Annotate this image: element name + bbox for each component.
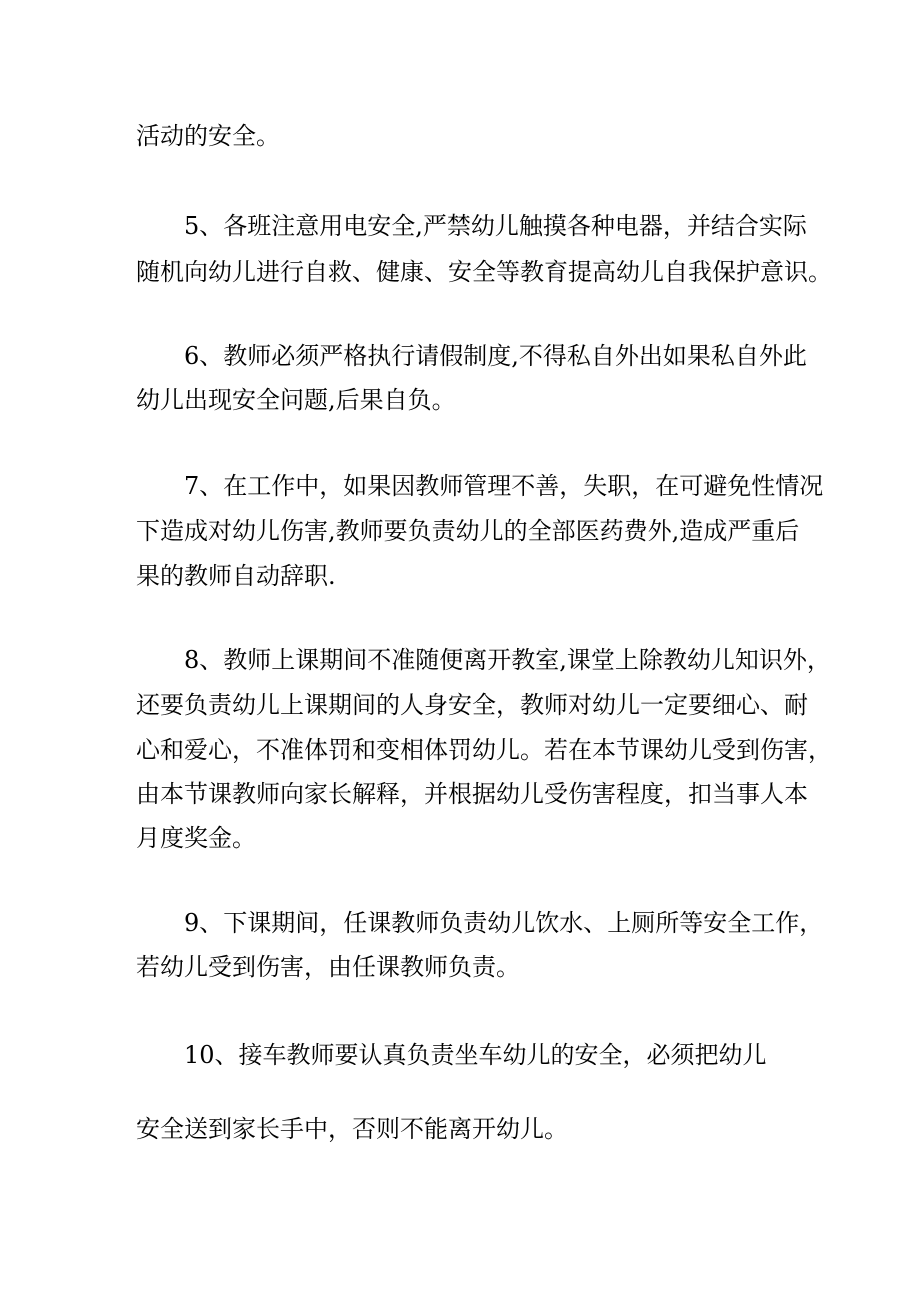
item-7-line-3: 果的教师自动辞职. (136, 562, 336, 590)
item-6-line-1: 6、教师必须严格执行请假制度,不得私自外出如果私自外此 (184, 342, 807, 370)
item-9-line-2: 若幼儿受到伤害，由任课教师负责。 (136, 953, 520, 981)
item-8-line-4: 由本节课教师向家长解释，并根据幼儿受伤害程度，扣当事人本 (136, 780, 808, 808)
item-5-line-2: 随机向幼儿进行自救、健康、安全等教育提高幼儿自我保护意识。 (136, 258, 832, 286)
item-7-line-2: 下造成对幼儿伤害,教师要负责幼儿的全部医药费外,造成严重后 (136, 517, 800, 545)
text-line: 活动的安全。 (136, 122, 280, 150)
item-8-line-1: 8、教师上课期间不准随便离开教室,课堂上除教幼儿知识外， (184, 646, 831, 674)
item-8-line-3: 心和爱心，不准体罚和变相体罚幼儿。若在本节课幼儿受到伤害， (136, 736, 832, 764)
item-10-line-2: 安全送到家长手中，否则不能离开幼儿。 (136, 1115, 568, 1143)
item-8-line-5: 月度奖金。 (136, 824, 256, 852)
item-6-line-2: 幼儿出现安全问题,后果自负。 (136, 386, 456, 414)
item-8-line-2: 还要负责幼儿上课期间的人身安全，教师对幼儿一定要细心、耐 (136, 691, 808, 719)
item-5-line-1: 5、各班注意用电安全,严禁幼儿触摸各种电器，并结合实际 (184, 212, 807, 240)
item-10-line-1: 10、接车教师要认真负责坐车幼儿的安全，必须把幼儿 (184, 1041, 767, 1069)
item-7-line-1: 7、在工作中，如果因教师管理不善，失职，在可避免性情况 (184, 472, 824, 500)
item-9-line-1: 9、下课期间，任课教师负责幼儿饮水、上厕所等安全工作， (184, 909, 824, 937)
